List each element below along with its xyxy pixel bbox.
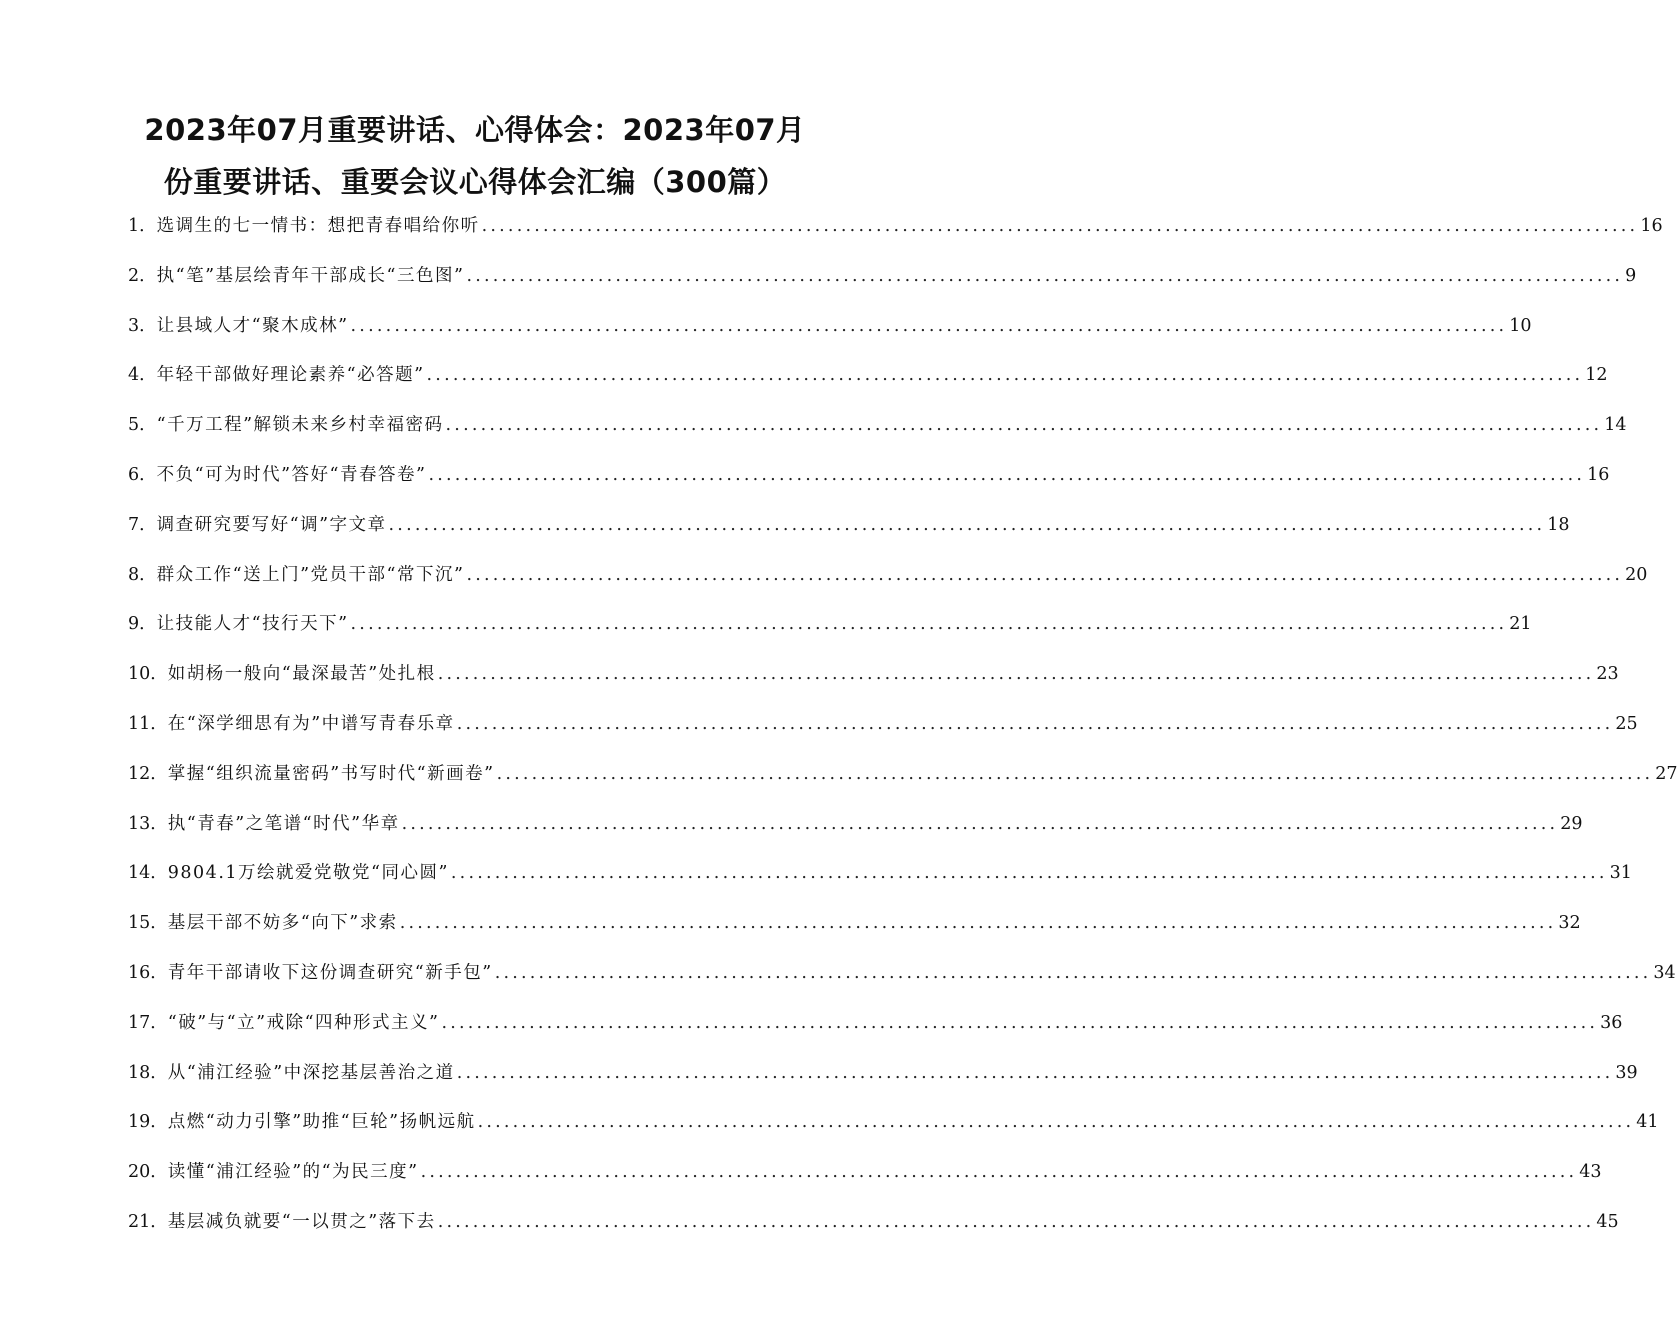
toc-dot-leader — [451, 849, 1608, 899]
toc-entry-number: 11． — [128, 713, 168, 734]
toc-entry-title: 如胡杨一般向“最深最苦”处扎根 — [167, 664, 436, 685]
toc-entry[interactable] — [128, 949, 1676, 999]
toc-page-number: 18 — [1547, 514, 1570, 535]
toc-entry-title: 执“青春”之笔谱“时代”华章 — [167, 813, 400, 834]
toc-page-number: 23 — [1596, 664, 1619, 685]
toc-entry-title: 年轻干部做好理论素养“必答题” — [156, 365, 425, 386]
toc-entry-number: 20． — [128, 1162, 168, 1183]
toc-dot-leader — [482, 202, 1639, 252]
toc-dot-leader — [400, 899, 1557, 949]
toc-entry-title: 不负“可为时代”答好“青春答卷” — [156, 464, 427, 485]
toc-page-number: 20 — [1625, 564, 1648, 585]
toc-entry-number: 16． — [128, 962, 168, 983]
toc-entry-number: 2． — [128, 265, 157, 286]
toc-entry-title: “千万工程”解锁未来乡村幸福密码 — [156, 415, 444, 436]
toc-page-number: 34 — [1653, 962, 1676, 983]
toc-entry[interactable] — [128, 899, 1581, 949]
toc-entry-title: 选调生的七一情书：想把青春唱给你听 — [156, 216, 480, 236]
toc-entry-title: 从“浦江经验”中深挖基层善治之道 — [167, 1062, 455, 1083]
toc-entry-number: 12． — [128, 763, 168, 784]
toc-entry-title: 基层干部不妨多“向下”求索 — [167, 913, 398, 934]
toc-page-number: 27 — [1655, 763, 1678, 784]
toc-entry-number: 13． — [128, 813, 168, 834]
toc-page-number: 45 — [1596, 1211, 1619, 1232]
toc-dot-leader — [351, 600, 1508, 650]
toc-entry[interactable] — [128, 252, 1637, 302]
toc-entry-title: 点燃“动力引擎”助推“巨轮”扬帆远航 — [167, 1112, 476, 1133]
toc-entry-title: 掌握“组织流量密码”书写时代“新画卷” — [167, 763, 495, 784]
toc-entry[interactable] — [128, 451, 1610, 501]
toc-entry-number: 7． — [128, 514, 157, 535]
toc-entry-number: 21． — [128, 1211, 168, 1232]
toc-page-number: 14 — [1604, 415, 1627, 436]
toc-page-number: 41 — [1636, 1112, 1659, 1133]
toc-entry[interactable] — [128, 551, 1648, 601]
toc-dot-leader — [402, 800, 1559, 850]
toc-entry-title: 青年干部请收下这份调查研究“新手包” — [167, 962, 493, 983]
toc-entry[interactable] — [128, 1098, 1659, 1148]
toc-entry-number: 3． — [128, 315, 157, 336]
toc-entry-title: 基层减负就要“一以贯之”落下去 — [167, 1211, 436, 1232]
toc-dot-leader — [428, 451, 1585, 501]
toc-entry-number: 10． — [128, 664, 168, 685]
toc-dot-leader — [457, 700, 1614, 750]
toc-entry-title: 执“笔”基层绘青年干部成长“三色图” — [156, 265, 465, 286]
toc-dot-leader — [438, 1198, 1595, 1248]
toc-entry[interactable] — [128, 202, 1663, 252]
toc-entry-number: 4． — [128, 365, 157, 386]
toc-entry-title: 让县域人才“聚木成林” — [156, 315, 349, 336]
toc-entry-title: 让技能人才“技行天下” — [156, 614, 349, 635]
toc-page-number: 9 — [1625, 265, 1637, 286]
toc-dot-leader — [427, 351, 1584, 401]
toc-entry[interactable] — [128, 750, 1678, 800]
toc-entry-number: 14． — [128, 863, 168, 884]
toc-dot-leader — [497, 750, 1654, 800]
toc-dot-leader — [495, 949, 1652, 999]
toc-dot-leader — [351, 302, 1508, 352]
toc-page-number: 10 — [1509, 315, 1532, 336]
toc-entry-number: 15． — [128, 913, 168, 934]
toc-entry[interactable] — [128, 999, 1623, 1049]
toc-entry-number: 19． — [128, 1112, 168, 1133]
toc-entry-number: 18． — [128, 1062, 168, 1083]
toc-entry[interactable] — [128, 302, 1532, 352]
toc-entry[interactable] — [128, 700, 1638, 750]
toc-entry[interactable] — [128, 351, 1608, 401]
toc-entry[interactable] — [128, 849, 1632, 899]
toc-page-number: 21 — [1509, 614, 1532, 635]
toc-dot-leader — [457, 1049, 1614, 1099]
table-of-contents — [128, 202, 1678, 1248]
toc-entry-number: 9． — [128, 614, 157, 635]
toc-page-number: 39 — [1615, 1062, 1638, 1083]
toc-dot-leader — [421, 1148, 1578, 1198]
toc-dot-leader — [389, 501, 1546, 551]
toc-entry-title: “破”与“立”戒除“四种形式主义” — [167, 1012, 440, 1033]
toc-entry[interactable] — [128, 501, 1570, 551]
toc-dot-leader — [478, 1098, 1635, 1148]
toc-entry[interactable] — [128, 800, 1583, 850]
toc-entry[interactable] — [128, 1198, 1619, 1248]
toc-dot-leader — [438, 650, 1595, 700]
toc-entry[interactable] — [128, 1148, 1602, 1198]
toc-dot-leader — [466, 252, 1623, 302]
toc-entry-number: 5． — [128, 415, 157, 436]
toc-page-number: 16 — [1587, 464, 1610, 485]
toc-entry-number: 17． — [128, 1012, 168, 1033]
toc-entry-title: 在“深学细思有为”中谱写青春乐章 — [167, 713, 455, 734]
toc-page-number: 25 — [1615, 713, 1638, 734]
document-title — [100, 104, 850, 208]
toc-entry-number: 8． — [128, 564, 157, 585]
toc-entry[interactable] — [128, 650, 1619, 700]
toc-page-number: 29 — [1560, 813, 1583, 834]
document-title-line-1: 2023年07月重要讲话、心得体会：2023年07月 — [144, 113, 806, 147]
toc-entry[interactable] — [128, 1049, 1638, 1099]
toc-entry-title: 读懂“浦江经验”的“为民三度” — [167, 1162, 419, 1183]
toc-entry-number: 6． — [128, 464, 157, 485]
toc-dot-leader — [441, 999, 1598, 1049]
toc-entry-title: 9804.1万绘就爱党敬党“同心圆” — [167, 863, 449, 884]
toc-page-number: 36 — [1600, 1012, 1623, 1033]
toc-dot-leader — [466, 551, 1623, 601]
toc-entry-title: 调查研究要写好“调”字文章 — [156, 514, 387, 535]
toc-entry-title: 群众工作“送上门”党员干部“常下沉” — [156, 564, 465, 585]
toc-page-number: 16 — [1640, 216, 1663, 236]
toc-entry[interactable] — [128, 600, 1532, 650]
toc-page-number: 43 — [1579, 1162, 1602, 1183]
document-title-line-2: 份重要讲话、重要会议心得体会汇编（300篇） — [163, 165, 787, 199]
toc-page-number: 32 — [1558, 913, 1581, 934]
toc-entry-number: 1． — [128, 216, 157, 236]
toc-dot-leader — [446, 401, 1603, 451]
toc-entry[interactable] — [128, 401, 1627, 451]
toc-page-number: 12 — [1585, 365, 1608, 386]
toc-page-number: 31 — [1609, 863, 1632, 884]
